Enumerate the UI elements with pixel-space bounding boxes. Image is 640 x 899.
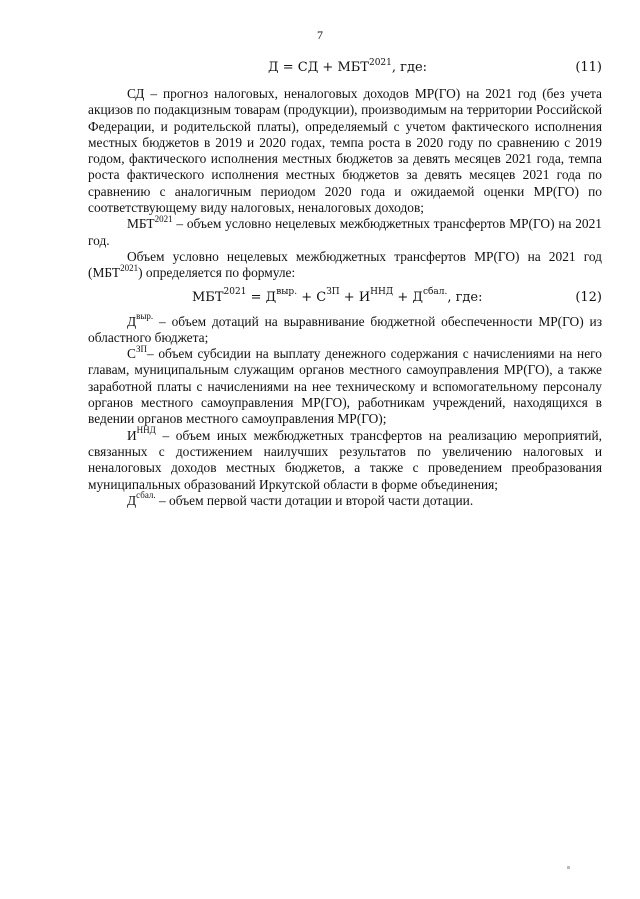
- definition-term: Д: [127, 313, 137, 329]
- volume-intro-sup: 2021: [120, 262, 139, 273]
- volume-intro-part-b: ) определяется по формуле:: [138, 265, 296, 281]
- formula-12-plus-2: +: [339, 289, 359, 305]
- volume-intro-part-a: Объем условно нецелевых межбюджетных трансфертов МР(ГО) на 2021 год (МБТ: [88, 248, 602, 281]
- formula-12-eq: =: [246, 289, 266, 305]
- mbt-definition-text: – объем условно нецелевых межбюджетных трансфертов МР(ГО) на 2021 год.: [88, 216, 602, 248]
- definition-term-sup: выр.: [136, 311, 154, 322]
- formula-12-term-4-sup: сбал.: [422, 287, 448, 298]
- formula-12-term-3: И: [358, 289, 371, 305]
- definition-term-sup: сбал.: [136, 490, 156, 501]
- mbt-term-sup: 2021: [154, 213, 173, 224]
- formula-11-tail: , где:: [391, 60, 428, 75]
- page-number: 7: [317, 28, 323, 42]
- paragraph-volume-formula-intro: [88, 249, 602, 282]
- definition-text: – объем субсидии на выплату денежного содержания с начислениями на него главам, муниципальным служащим органов местного самоуправления МР(ГО), а также заработной платы с начислениями на нее техническому и вспомогательному персоналу органов местного самоуправления МР(ГО), работникам учреждений, находящихся в ведении органов местного самоуправления МР(ГО);: [88, 346, 602, 427]
- formula-12-term-2: С: [316, 289, 327, 305]
- definition-text: – объем первой части дотации и второй части дотации.: [155, 492, 474, 508]
- formula-12-tail: , где:: [447, 289, 483, 305]
- scan-speck: [567, 866, 570, 869]
- formula-12-expression: [192, 288, 483, 308]
- formula-12-term-1: Д: [265, 289, 277, 305]
- definition-term-sup: ННД: [136, 425, 156, 436]
- definition-i-nnd: [88, 425, 602, 493]
- definition-text: – объем иных межбюджетных трансфертов на реализацию мероприятий, связанных с достижением наилучших результатов по увеличению налоговых и неналоговых доходов местных бюджетов, а также с проведением преобразования муниципальных образований Иркутской области в форме объединения;: [88, 427, 602, 492]
- formula-11-term-b-sup: 2021: [368, 57, 392, 68]
- definition-term: И: [127, 427, 137, 443]
- formula-12-number: (12): [575, 289, 602, 305]
- formula-11-expression: [268, 58, 427, 78]
- definition-d-sbal: [88, 490, 602, 509]
- formula-11-plus: +: [318, 60, 338, 75]
- definition-term: Д: [127, 492, 137, 508]
- formula-12-lhs-sup: 2021: [223, 287, 247, 298]
- formula-12-plus-3: +: [393, 289, 413, 305]
- paragraph-sd-definition: СД – прогноз налоговых, неналоговых доходов МР(ГО) на 2021 год (без учета акцизов по подакцизным товарам (продукции), производимым на территории Российской Федерации, и родительской платы), определяемый с учетом фактического исполнения местных бюджетов в 2019 и 2020 годах, темпа роста в 2020 году по сравнению с 2019 годом, фактического исполнения местных бюджетов за девять месяцев 2021 года, темпа роста фактического исполнения местных бюджетов за девять месяцев 2021 года по сравнению с аналогичным периодом 2020 года и ожидаемой оценки МР(ГО) по соответствующему виду налоговых, неналоговых доходов;: [88, 86, 602, 216]
- formula-11-lhs: Д: [268, 60, 279, 75]
- definition-term: С: [127, 346, 136, 362]
- definition-d-vyr: [88, 311, 602, 347]
- definition-s-zp: [88, 343, 602, 427]
- formula-11-eq: =: [278, 60, 298, 75]
- formula-12-term-2-sup: ЗП: [326, 287, 340, 298]
- formula-12-plus-1: +: [297, 289, 317, 305]
- formula-12: [88, 288, 602, 308]
- formula-12-term-3-sup: ННД: [370, 287, 394, 298]
- document-body: [88, 56, 602, 509]
- mbt-term: МБТ: [127, 216, 155, 232]
- paragraph-mbt-definition: [88, 213, 602, 249]
- formula-12-lhs: МБТ: [192, 289, 224, 305]
- formula-11: [88, 58, 602, 78]
- definition-term-sup: ЗП: [135, 343, 147, 354]
- formula-12-term-4: Д: [412, 289, 423, 305]
- formula-11-term-b: МБТ: [337, 60, 369, 75]
- formula-11-number: (11): [575, 60, 602, 75]
- formula-12-term-1-sup: выр.: [276, 287, 298, 298]
- formula-11-term-a: СД: [297, 60, 319, 75]
- definition-text: – объем дотаций на выравнивание бюджетной обеспеченности МР(ГО) из областного бюджета;: [88, 313, 602, 345]
